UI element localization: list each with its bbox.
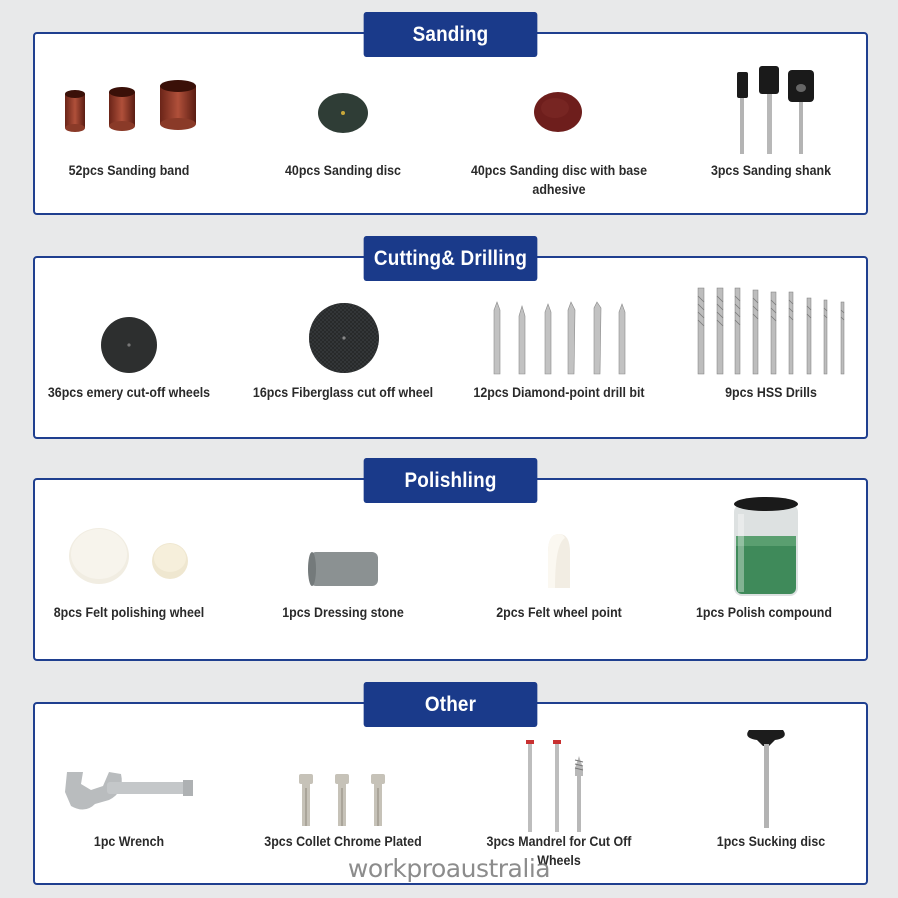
section-title-other: Other	[364, 682, 538, 727]
sanding-disc-icon	[243, 78, 443, 138]
item-caption: 1pcs Dressing stone	[282, 605, 404, 620]
item-caption: 3pcs Collet Chrome Plated	[264, 834, 422, 849]
section-title-cutting-drilling: Cutting& Drilling	[364, 236, 538, 281]
mandrel-icon	[459, 738, 659, 834]
adhesive-disc-icon	[459, 78, 659, 138]
sanding-shank-icon	[671, 60, 871, 160]
section-title-sanding: Sanding	[364, 12, 538, 57]
felt-point-icon	[459, 528, 659, 592]
item-caption: 16pcs Fiberglass cut off wheel	[252, 385, 434, 400]
item-caption: 1pcs Sucking disc	[716, 834, 826, 849]
polish-compound-icon	[664, 496, 864, 600]
item-caption: 3pcs Sanding shank	[710, 163, 832, 178]
section-title-polishing: Polishling	[364, 458, 538, 503]
sanding-band-icon	[29, 78, 229, 138]
item-caption: 52pcs Sanding band	[68, 163, 190, 178]
wrench-icon	[29, 762, 229, 818]
item-caption: 40pcs Sanding disc	[285, 163, 401, 178]
watermark-text: workproaustralia	[347, 854, 551, 883]
sucking-disc-icon	[671, 722, 871, 832]
item-caption: 9pcs HSS Drills	[725, 385, 817, 400]
item-caption: 3pcs Mandrel for Cut Off Wheels	[486, 834, 632, 868]
dressing-stone-icon	[243, 540, 443, 590]
collet-icon	[243, 770, 443, 830]
item-caption: 1pcs Polish compound	[696, 605, 832, 620]
hss-drill-icon	[671, 286, 871, 376]
diamond-bit-icon	[459, 296, 659, 380]
fiberglass-wheel-icon	[243, 300, 443, 380]
emery-wheel-icon	[29, 313, 229, 377]
item-caption: 8pcs Felt polishing wheel	[53, 605, 205, 620]
item-caption: 12pcs Diamond-point drill bit	[473, 385, 645, 400]
item-caption: 36pcs emery cut-off wheels	[47, 385, 211, 400]
item-caption: 40pcs Sanding disc with base adhesive	[470, 163, 648, 197]
item-caption: 1pc Wrench	[93, 834, 165, 849]
item-caption: 2pcs Felt wheel point	[496, 605, 622, 620]
felt-wheel-icon	[29, 523, 229, 587]
